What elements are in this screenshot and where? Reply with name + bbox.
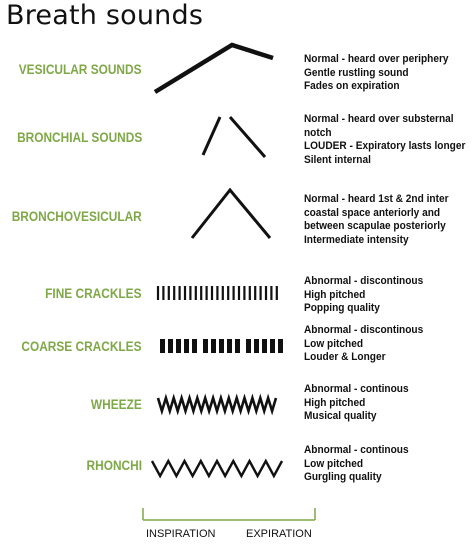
coarse-crackles-waveform — [160, 339, 283, 353]
desc-line: Low pitched — [304, 457, 364, 470]
coarse-crackle-block — [160, 339, 165, 353]
label-wheeze: WHEEZE — [91, 397, 142, 412]
bronchovesicular-waveform — [192, 190, 270, 238]
vesicular-waveform — [155, 45, 273, 92]
page-title: Breath sounds — [6, 0, 204, 31]
timeline-axis — [143, 508, 315, 520]
label-bronchial: BRONCHIAL SOUNDS — [16, 130, 142, 145]
desc-line: Fades on expiration — [304, 80, 400, 93]
desc-line: Louder & Longer — [304, 351, 386, 364]
desc-line: Normal - heard 1st & 2nd inter — [304, 193, 449, 205]
rhonchi-waveform — [152, 461, 282, 476]
expiration-label: EXPIRATION — [246, 528, 312, 540]
desc-line: LOUDER - Expiratory lasts longer — [304, 140, 466, 153]
coarse-crackle-block — [235, 339, 240, 353]
desc-line: High pitched — [304, 396, 366, 409]
coarse-crackle-block — [192, 339, 197, 353]
fine-crackles-waveform — [158, 286, 277, 300]
wheeze-waveform — [158, 398, 276, 411]
desc-line: coastal space anteriorly and — [304, 206, 441, 219]
desc-line: Low pitched — [304, 337, 364, 350]
coarse-crackle-block — [176, 339, 181, 353]
desc-line: Intermediate intensity — [304, 233, 409, 246]
coarse-crackle-block — [246, 339, 251, 353]
desc-line: Abnormal - continous — [304, 444, 409, 456]
label-coarse-crackles: COARSE CRACKLES — [21, 339, 142, 354]
coarse-crackle-block — [270, 339, 275, 353]
desc-line: Abnormal - discontinous — [304, 275, 424, 287]
label-bronchovesicular: BRONCHOVESICULAR — [11, 209, 142, 224]
coarse-crackle-block — [211, 339, 216, 353]
coarse-crackle-block — [278, 339, 283, 353]
coarse-crackle-block — [168, 339, 173, 353]
desc-line: Musical quality — [304, 410, 377, 423]
desc-line: High pitched — [304, 288, 366, 301]
desc-line: Silent internal — [304, 153, 371, 166]
desc-line: Normal - heard over substernal — [304, 113, 454, 125]
desc-line: Abnormal - discontinous — [304, 324, 424, 336]
desc-line: between scapulae posteriorly — [304, 220, 446, 233]
desc-line: Gentle rustling sound — [304, 66, 409, 79]
label-vesicular: VESICULAR SOUNDS — [19, 62, 142, 77]
desc-line: Abnormal - continous — [304, 383, 409, 395]
coarse-crackle-block — [262, 339, 267, 353]
bronchial-waveform — [203, 117, 265, 157]
desc-line: Normal - heard over periphery — [304, 53, 449, 65]
desc-line: Gurgling quality — [304, 471, 382, 484]
coarse-crackle-block — [184, 339, 189, 353]
coarse-crackle-block — [203, 339, 208, 353]
coarse-crackle-block — [227, 339, 232, 353]
inspiration-label: INSPIRATION — [146, 528, 216, 540]
label-rhonchi: RHONCHI — [86, 458, 142, 473]
coarse-crackle-block — [219, 339, 224, 353]
desc-line: notch — [304, 126, 332, 139]
desc-line: Popping quality — [304, 302, 380, 315]
coarse-crackle-block — [254, 339, 259, 353]
label-fine-crackles: FINE CRACKLES — [45, 286, 142, 301]
